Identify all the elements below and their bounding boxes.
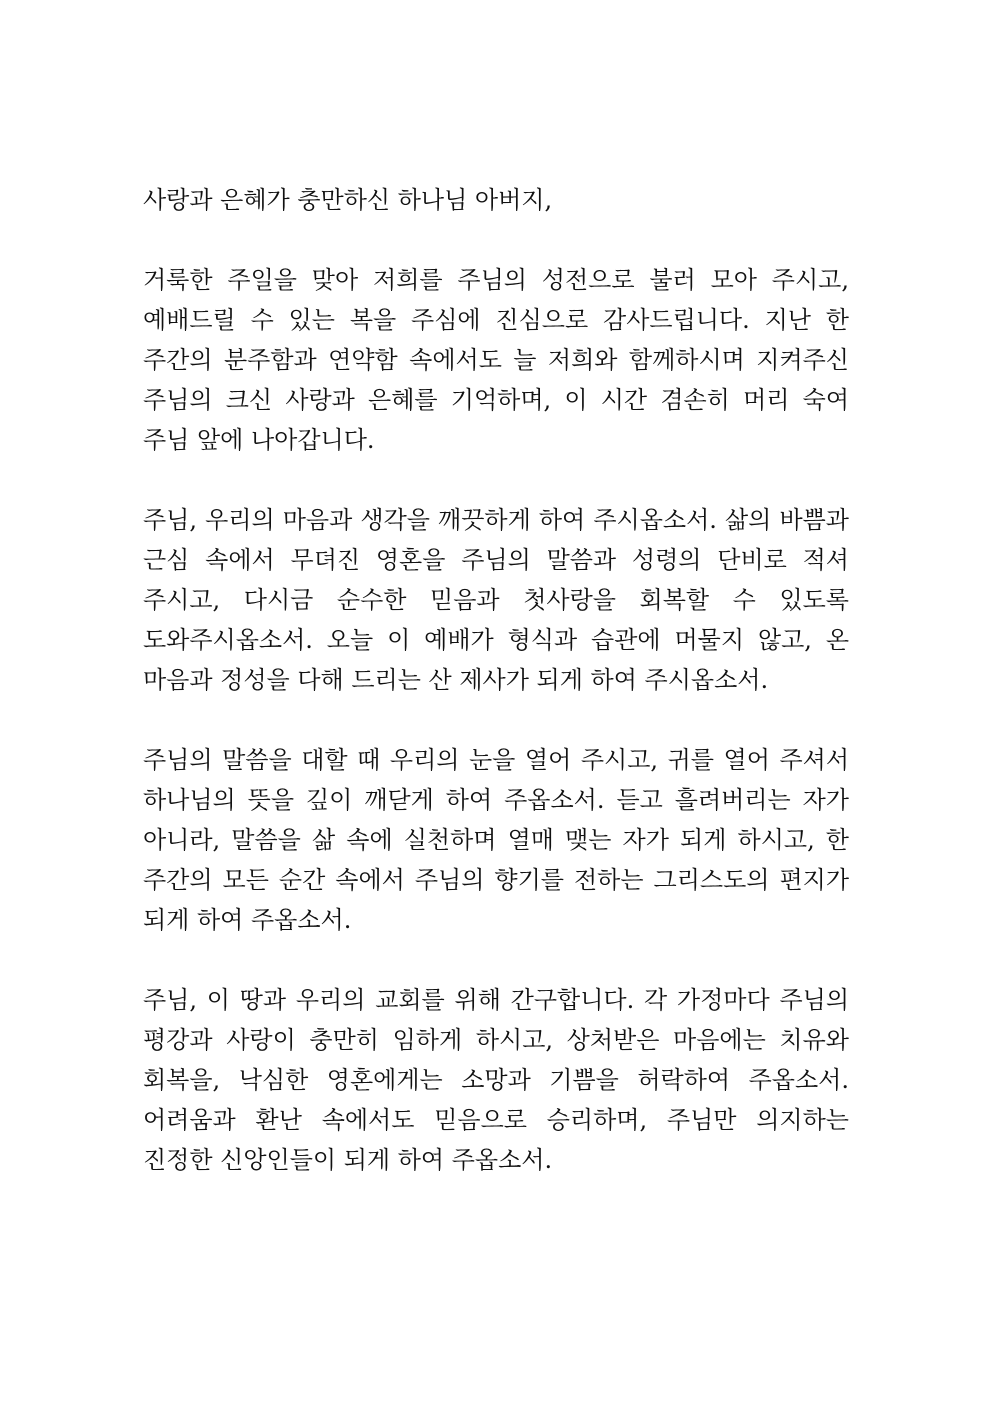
paragraph-gap (143, 700, 849, 740)
greeting-line: 사랑과 은혜가 충만하신 하나님 아버지, (143, 186, 553, 214)
paragraph-gap (143, 940, 849, 980)
paragraph-intercession: 주님, 이 땅과 우리의 교회를 위해 간구합니다. 각 가정마다 주님의 평강과 사랑이 충만히 임하게 하시고, 상처받은 마음에는 치유와 회복을, 낙심한 영혼에게는 소망과 기쁨을 허락하여 주옵소서. 어려움과 환난 속에서도 믿음으로 승리하며, 주님만 의지하는 진정한 신앙인들이 되게 하여 주옵소서. (143, 986, 849, 1174)
prayer-document (143, 180, 849, 1180)
paragraph-gap (143, 460, 849, 500)
paragraph-thanksgiving: 거룩한 주일을 맞아 저희를 주님의 성전으로 불러 모아 주시고, 예배드릴 수 있는 복을 주심에 진심으로 감사드립니다. 지난 한 주간의 분주함과 연약함 속에서도 늘 저희와 함께하시며 지켜주신 주님의 크신 사랑과 은혜를 기억하며, 이 시간 겸손히 머리 숙여 주님 앞에 나아갑니다. (143, 266, 849, 454)
paragraph-word: 주님의 말씀을 대할 때 우리의 눈을 열어 주시고, 귀를 열어 주셔서 하나님의 뜻을 깊이 깨닫게 하여 주옵소서. 듣고 흘려버리는 자가 아니라, 말씀을 삶 속에 실천하며 열매 맺는 자가 되게 하시고, 한 주간의 모든 순간 속에서 주님의 향기를 전하는 그리스도의 편지가 되게 하여 주옵소서. (143, 746, 849, 934)
paragraph-gap (143, 220, 849, 260)
paragraph-cleansing: 주님, 우리의 마음과 생각을 깨끗하게 하여 주시옵소서. 삶의 바쁨과 근심 속에서 무뎌진 영혼을 주님의 말씀과 성령의 단비로 적셔 주시고, 다시금 순수한 믿음과 첫사랑을 회복할 수 있도록 도와주시옵소서. 오늘 이 예배가 형식과 습관에 머물지 않고, 온 마음과 정성을 다해 드리는 산 제사가 되게 하여 주시옵소서. (143, 506, 849, 694)
